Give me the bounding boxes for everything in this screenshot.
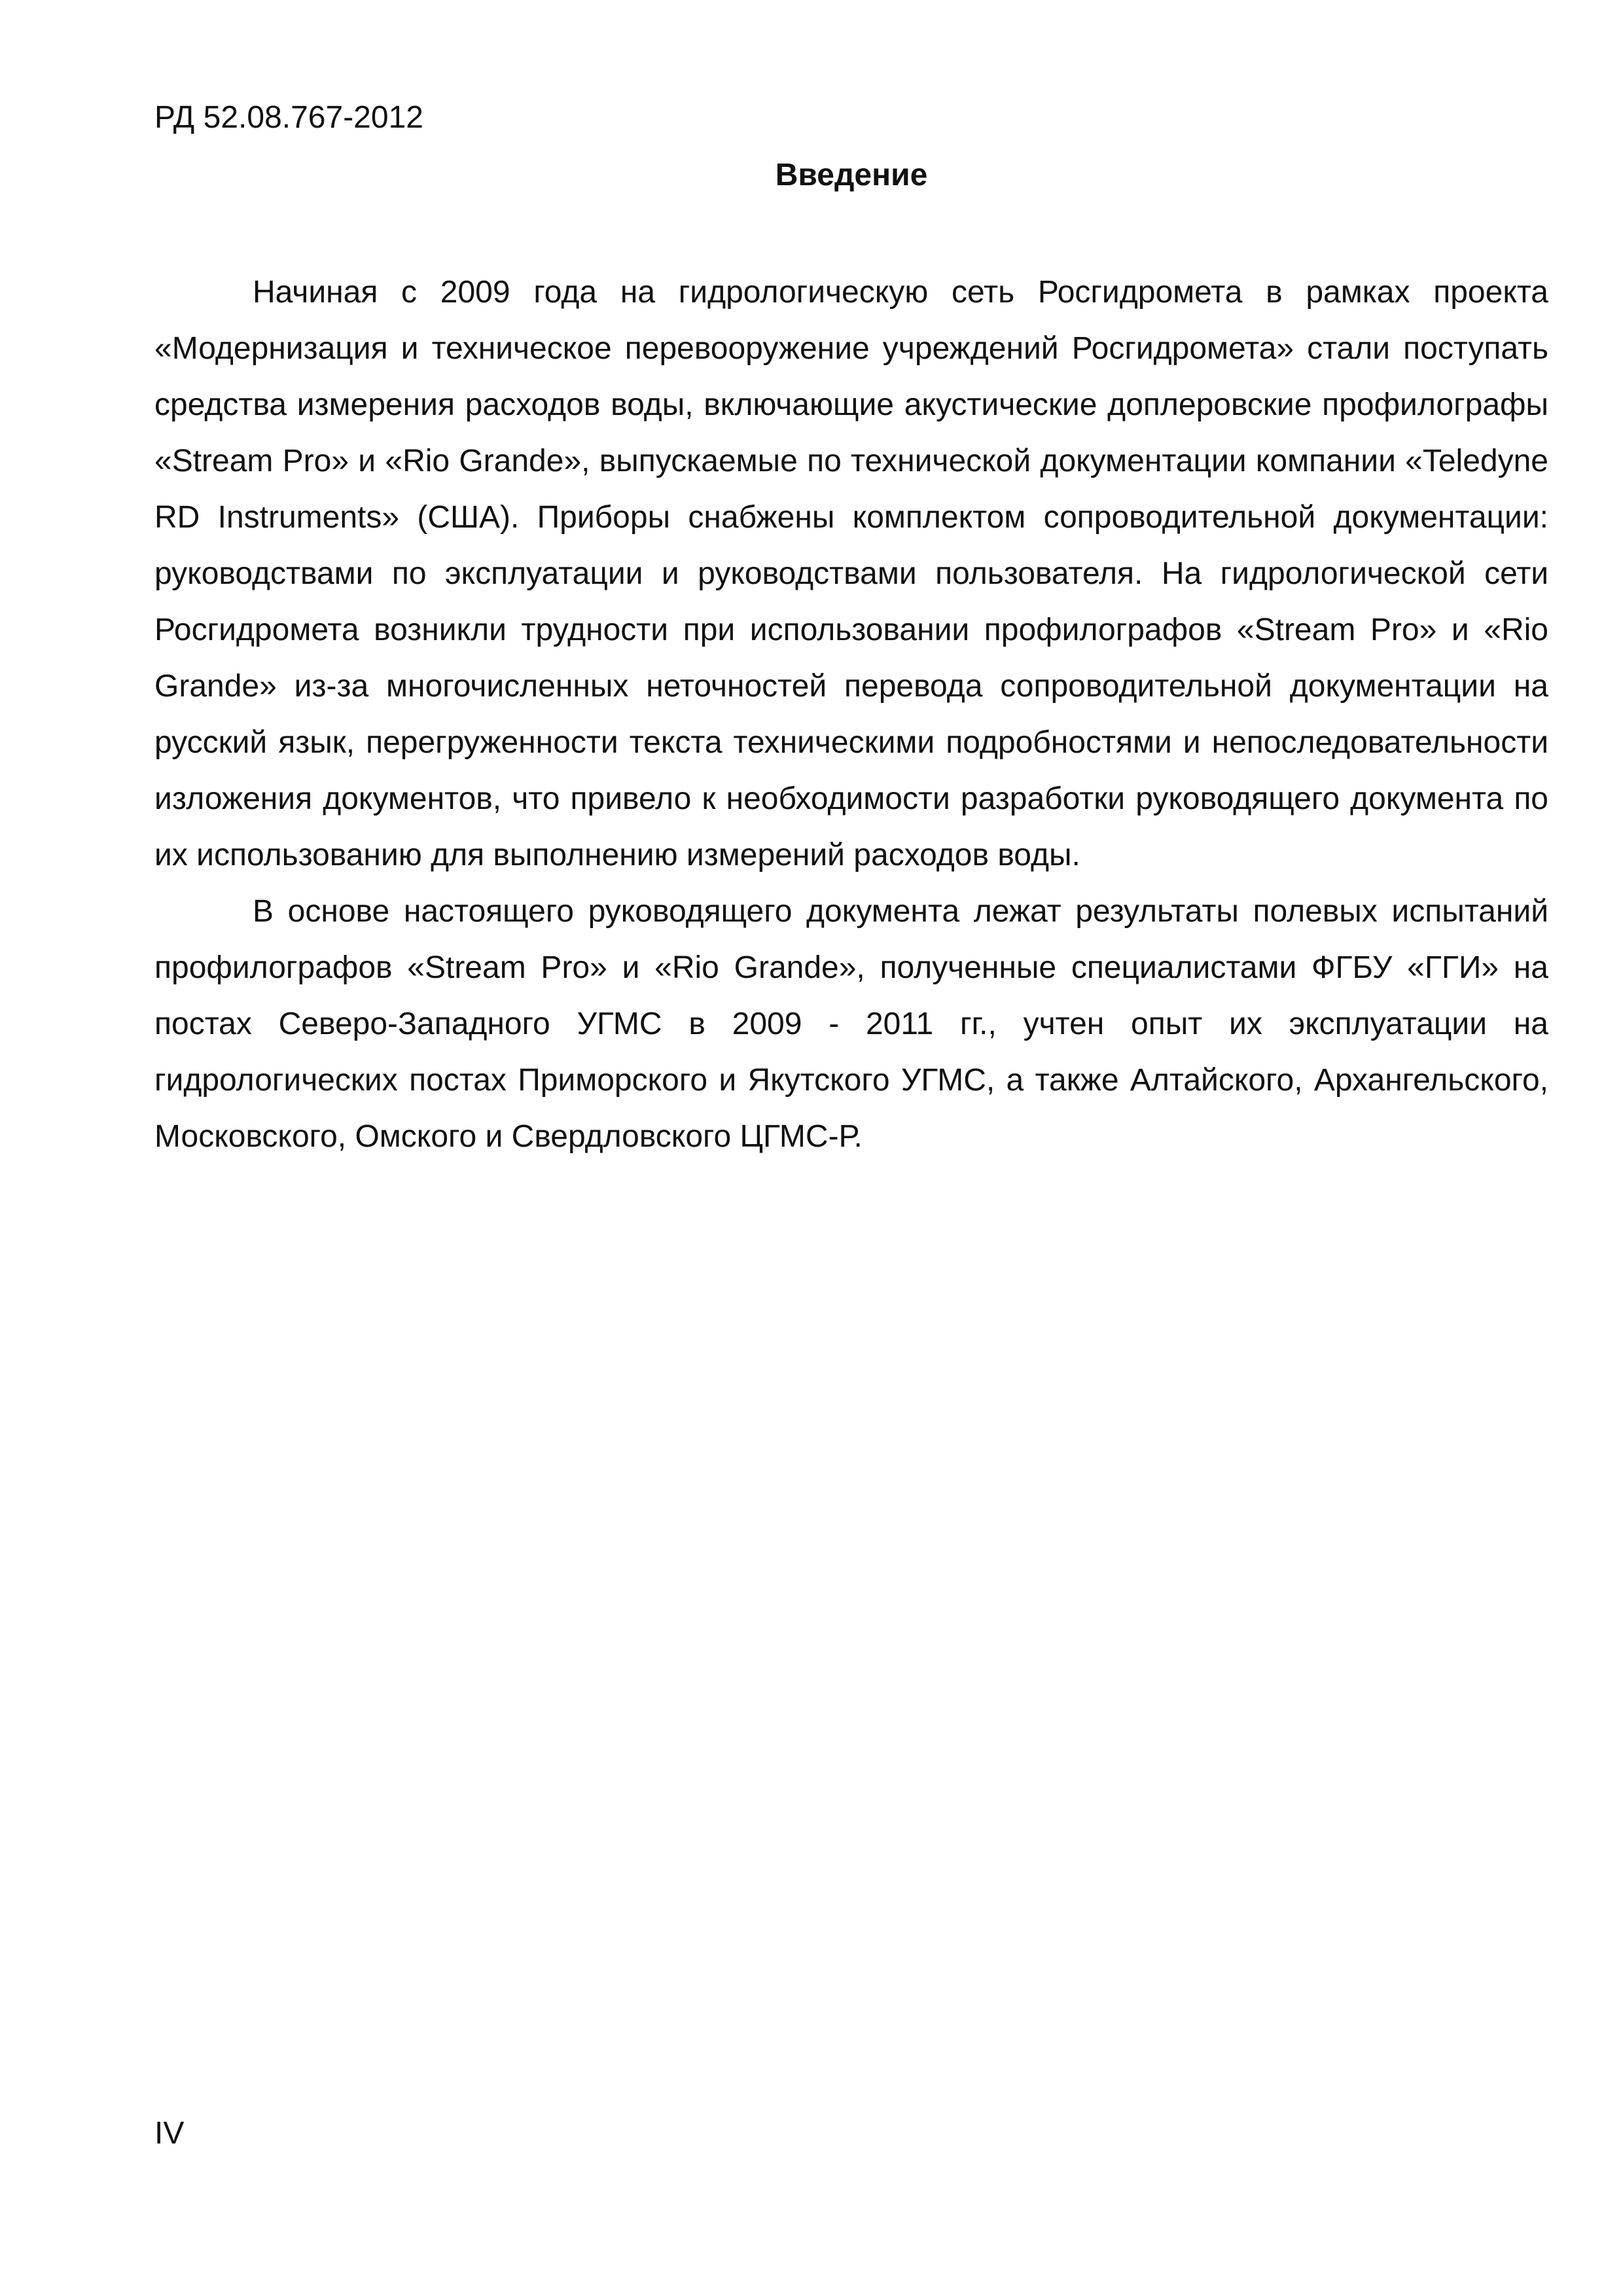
- paragraph-2: В основе настоящего руководящего документа лежат результаты полевых испытаний профилографов «Stream Pro» и «Rio Grande», полученные специалистами ФГБУ «ГГИ» на постах Северо-Западного УГМС в 2009 - 2011 гг., учтен опыт их эксплуатации на гидрологических постах Приморского и Якутского УГМС, а также Алтайского, Архангельского, Московского, Омского и Свердловского ЦГМС-Р.: [154, 894, 1548, 1154]
- section-title: Введение: [775, 158, 928, 192]
- body-text: [154, 264, 1548, 1165]
- paragraph-1: Начиная с 2009 года на гидрологическую сеть Росгидромета в рамках проекта «Модернизация и техническое перевооружение учреждений Росгидромета» стали поступать средства измерения расходов воды, включающие акустические доплеровские профилографы «Stream Pro» и «Rio Grande», выпускаемые по технической документации компании «Teledyne RD Instruments» (США). Приборы снабжены комплектом сопроводительной документации: руководствами по эксплуатации и руководствами пользователя. На гидрологической сети Росгидромета возникли трудности при использовании профилографов «Stream Pro» и «Rio Grande» из-за многочисленных неточностей перевода сопроводительной документации на русский язык, перегруженности текста техническими подробностями и непоследовательности изложения документов, что привело к необходимости разработки руководящего документа по их использованию для выполнению измерений расходов воды.: [154, 275, 1548, 872]
- page-number: IV: [154, 2116, 185, 2151]
- document-code: РД 52.08.767-2012: [154, 100, 423, 135]
